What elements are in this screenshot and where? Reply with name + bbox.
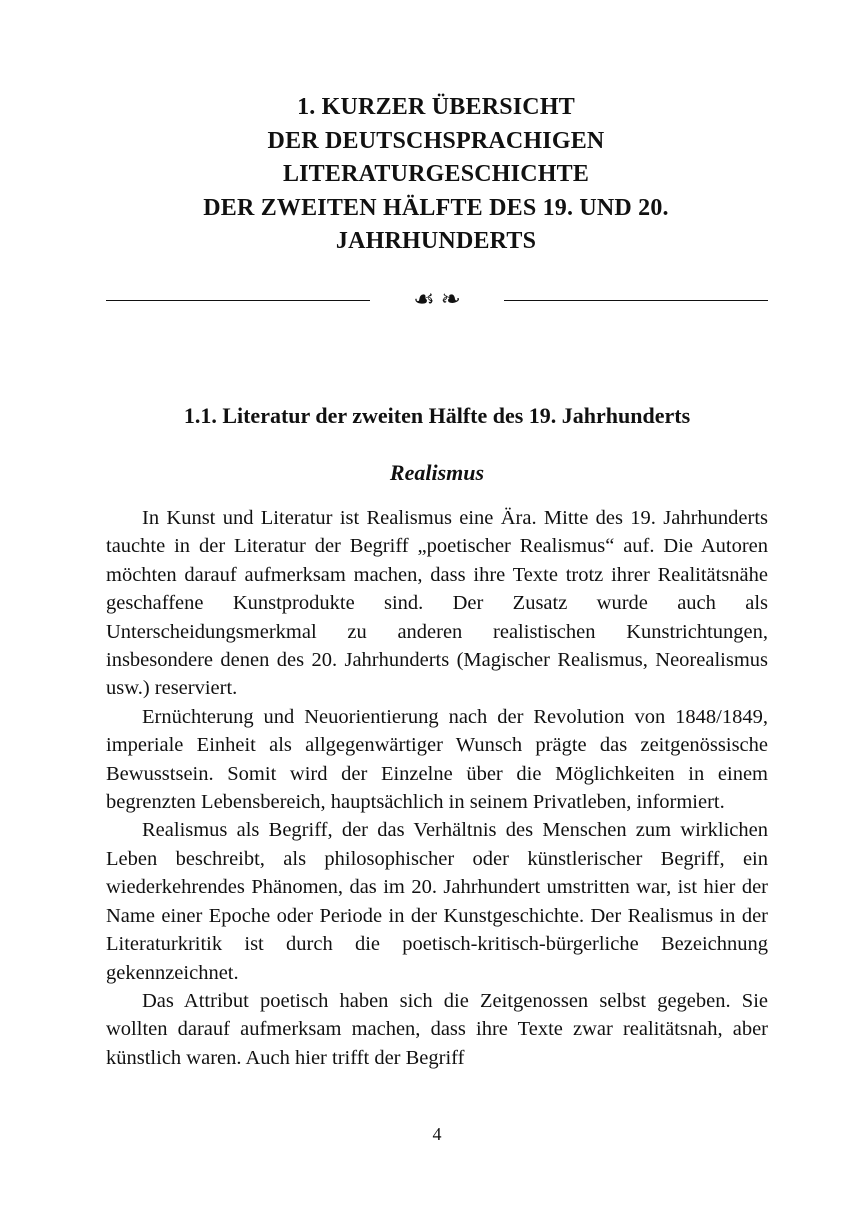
body-text	[106, 504, 768, 1072]
divider-rule-left	[106, 300, 370, 301]
paragraph-2: Ernüchterung und Neuorientierung nach der Revolution von 1848/1849, imperiale Einheit als allgegenwärtiger Wunsch prägte das zeitgenössische Bewusstsein. Somit wird der Einzelne über die Möglichkeiten in einem begrenzten Lebensbereich, hauptsächlich in seinem Privatleben, informiert.	[106, 705, 768, 814]
page-number: 4	[432, 1124, 442, 1144]
section-subtitle: Realismus	[389, 460, 485, 485]
chapter-title-line-2: DER DEUTSCHSPRACHIGEN	[267, 127, 605, 154]
chapter-title-line-1: 1. KURZER ÜBERSICHT	[297, 94, 575, 120]
fleuron-ornament-icon: ☙ ❧	[413, 287, 461, 313]
paragraph-1: In Kunst und Literatur ist Realismus eine Ära. Mitte des 19. Jahrhunderts tauchte in der Literatur der Begriff „poetischer Realismus“ auf. Die Autoren möchten darauf aufmerksam machen, dass ihre Texte trotz ihrer Realitätsnähe geschaffene Kunstprodukte sind. Der Zusatz wurde auch als Unterscheidungsmerkmal zu anderen realistischen Kunstrichtungen, insbesondere denen des 20. Jahrhunderts (Magischer Realismus, Neorealismus usw.) reserviert.	[106, 507, 768, 700]
divider-rule-right	[504, 300, 768, 301]
section-title: 1.1. Literatur der zweiten Hälfte des 19. Jahrhunderts	[183, 403, 691, 428]
chapter-title-line-3: LITERATURGESCHICHTE	[282, 161, 590, 187]
paragraph-3: Realismus als Begriff, der das Verhältnis des Menschen zum wirklichen Leben beschreibt, als philosophischer oder künstlerischer Begriff, ein wiederkehrendes Phänomen, das im 20. Jahrhundert umstritten war, ist hier der Name einer Epoche oder Periode in der Kunstgeschichte. Der Realismus in der Literaturkritik ist durch die poetisch-kritisch-bürgerliche Bezeichnung gekennzeichnet.	[106, 819, 768, 984]
chapter-title-line-5: JAHRHUNDERTS	[335, 228, 537, 254]
paragraph-4: Das Attribut poetisch haben sich die Zeitgenossen selbst gegeben. Sie wollten darauf aufmerksam machen, dass ihre Texte zwar realitätsnah, aber künstlich waren. Auch hier trifft der Begriff	[106, 989, 768, 1069]
chapter-title	[106, 91, 766, 259]
title-divider	[106, 286, 768, 314]
chapter-title-line-4: DER ZWEITEN HÄLFTE DES 19. UND 20.	[203, 194, 669, 221]
